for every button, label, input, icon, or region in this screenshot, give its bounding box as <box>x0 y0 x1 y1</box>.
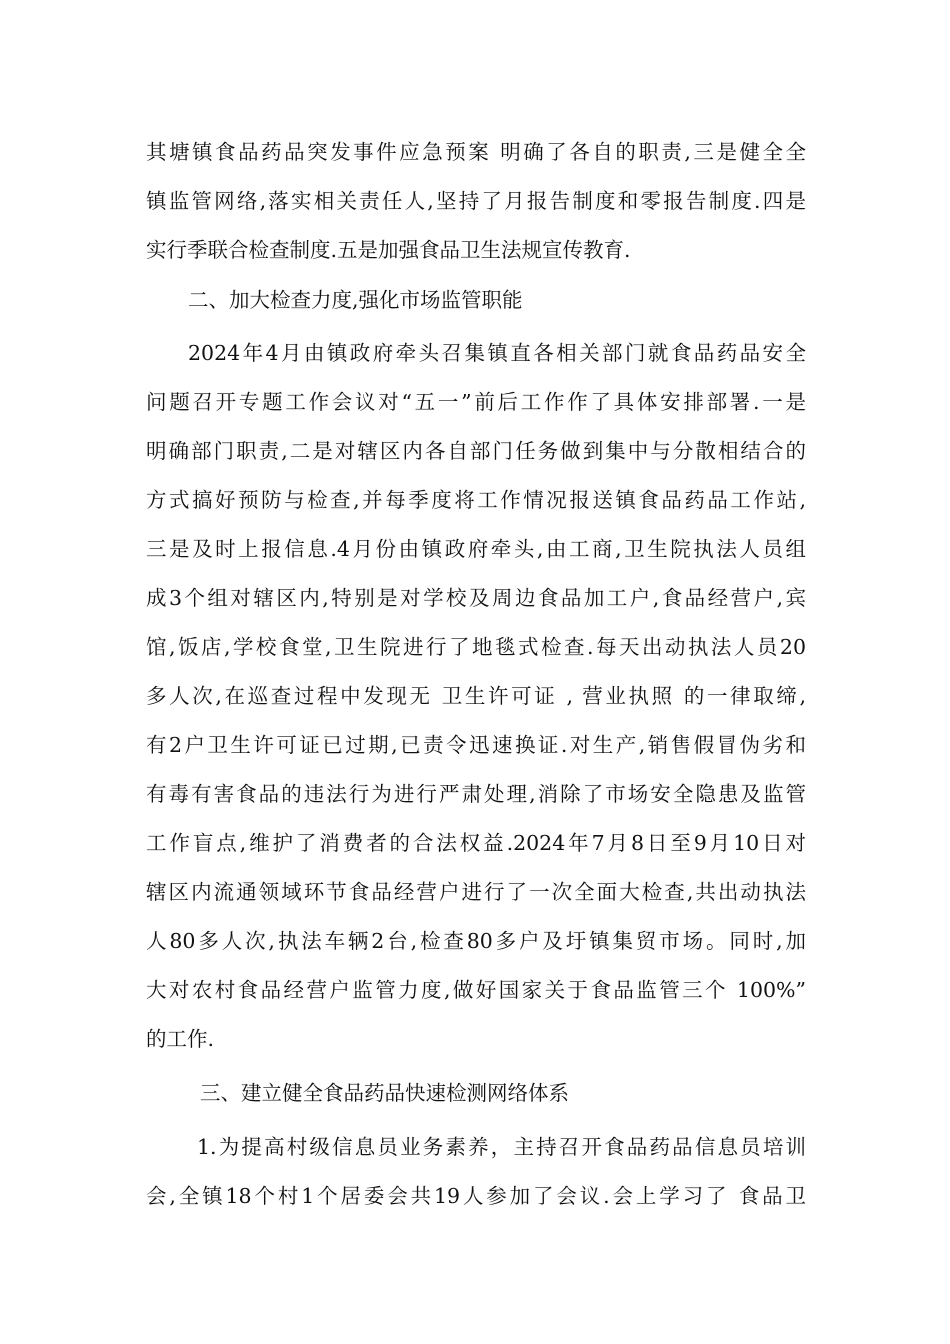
paragraph-2-line-7: 馆,饭店,学校食堂,卫生院进行了地毯式检查.每天出动执法人员20 <box>146 635 806 659</box>
paragraph-2-line-10: 有毒有害食品的违法行为进行严肃处理,消除了市场安全隐患及监管 <box>146 782 806 806</box>
paragraph-2-line-14: 大对农村食品经营户监管力度,做好国家关于食品监管三个 100%” <box>146 978 806 1002</box>
paragraph-2-line-15: 的工作. <box>146 1027 215 1051</box>
paragraph-2-line-12: 辖区内流通领域环节食品经营户进行了一次全面大检查,共出动执法 <box>146 880 806 904</box>
paragraph-3-line-1: 1.为提高村级信息员业务素养，主持召开食品药品信息员培训 <box>197 1135 806 1159</box>
paragraph-2-line-13: 人80多人次,执法车辆2台,检查80多户及圩镇集贸市场。同时,加 <box>146 929 806 953</box>
paragraph-2-line-9: 有2户卫生许可证已过期,已责令迅速换证.对生产,销售假冒伪劣和 <box>146 733 806 757</box>
paragraph-2-line-6: 成3个组对辖区内,特别是对学校及周边食品加工户,食品经营户,宾 <box>146 586 806 610</box>
section-heading-3: 三、建立健全食品药品快速检测网络体系 <box>200 1081 569 1105</box>
paragraph-1-line-1: 其塘镇食品药品突发事件应急预案 明确了各自的职责,三是健全全 <box>146 140 806 164</box>
paragraph-2-line-4: 方式搞好预防与检查,并每季度将工作情况报送镇食品药品工作站, <box>146 488 806 512</box>
paragraph-1-line-3: 实行季联合检查制度.五是加强食品卫生法规宣传教育. <box>146 238 631 262</box>
paragraph-1-line-2: 镇监管网络,落实相关责任人,坚持了月报告制度和零报告制度.四是 <box>146 189 806 213</box>
paragraph-2-line-5: 三是及时上报信息.4月份由镇政府牵头,由工商,卫生院执法人员组 <box>146 537 806 561</box>
paragraph-2-line-3: 明确部门职责,二是对辖区内各自部门任务做到集中与分散相结合的 <box>146 439 806 463</box>
paragraph-2-line-11: 工作盲点,维护了消费者的合法权益.2024年7月8日至9月10日对 <box>146 831 806 855</box>
paragraph-3-line-2: 会,全镇18个村1个居委会共19人参加了会议.会上学习了 食品卫 <box>146 1184 806 1208</box>
paragraph-2-line-8: 多人次,在巡查过程中发现无 卫生许可证 , 营业执照 的一律取缔, <box>146 684 806 708</box>
paragraph-2-line-2: 问题召开专题工作会议对“五一”前后工作作了具体安排部署.一是 <box>146 390 806 414</box>
section-heading-2: 二、加大检查力度,强化市场监管职能 <box>188 288 523 312</box>
paragraph-2-line-1: 2024年4月由镇政府牵头召集镇直各相关部门就食品药品安全 <box>188 341 806 365</box>
